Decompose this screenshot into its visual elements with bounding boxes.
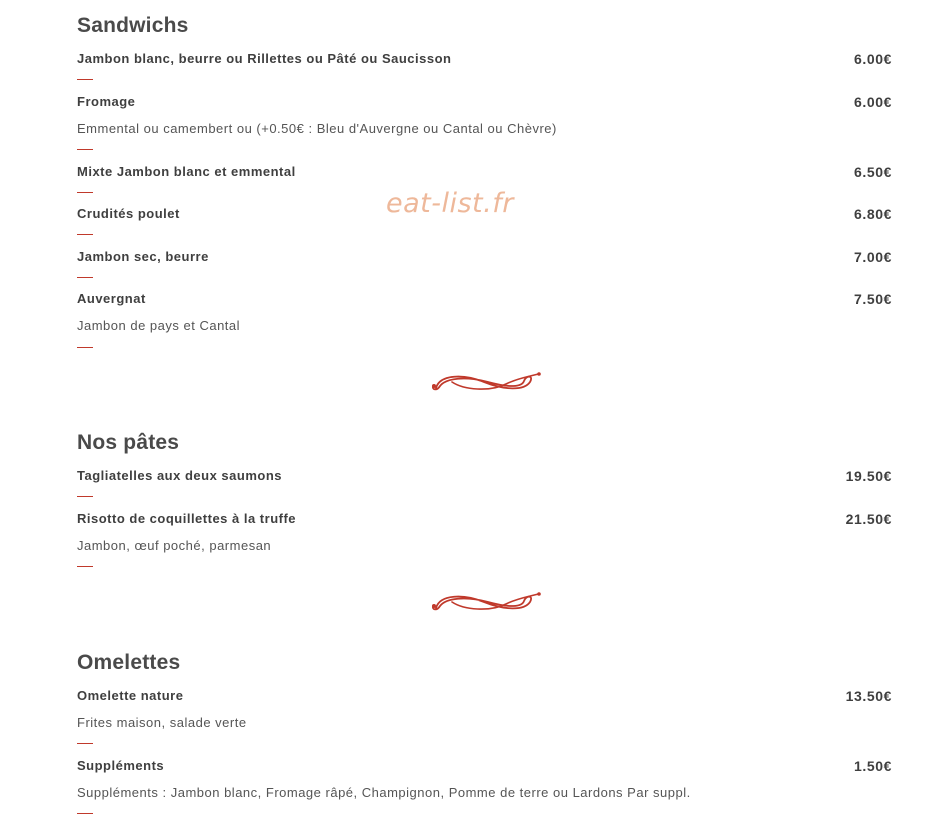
item-price: 21.50€	[845, 511, 892, 527]
section-title-sandwichs: Sandwichs	[77, 14, 189, 37]
item-price: 7.50€	[853, 291, 892, 307]
flourish-divider-icon	[430, 590, 542, 616]
item-name: Jambon blanc, beurre ou Rillettes ou Pâté ou Saucisson	[77, 51, 452, 66]
item-name: Fromage	[77, 94, 136, 109]
item-name: Mixte Jambon blanc et emmental	[77, 164, 296, 179]
item-description: Jambon de pays et Cantal	[77, 318, 241, 333]
flourish-divider-icon	[430, 370, 542, 396]
item-price: 6.80€	[853, 206, 892, 222]
item-name: Jambon sec, beurre	[77, 249, 209, 264]
item-price: 19.50€	[845, 468, 892, 484]
item-separator	[77, 743, 93, 744]
item-separator	[77, 234, 93, 235]
item-name: Tagliatelles aux deux saumons	[77, 468, 282, 483]
item-price: 1.50€	[853, 758, 892, 774]
item-price: 6.50€	[853, 164, 892, 180]
item-price: 7.00€	[853, 249, 892, 265]
item-description: Suppléments : Jambon blanc, Fromage râpé, Champignon, Pomme de terre ou Lardons Par suppl.	[77, 785, 691, 800]
item-separator	[77, 566, 93, 567]
item-name: Risotto de coquillettes à la truffe	[77, 511, 297, 526]
item-description: Jambon, œuf poché, parmesan	[77, 538, 272, 553]
item-name: Suppléments	[77, 758, 165, 773]
item-price: 6.00€	[853, 51, 892, 67]
item-name: Auvergnat	[77, 291, 146, 306]
section-title-pates: Nos pâtes	[77, 431, 180, 454]
item-separator	[77, 347, 93, 348]
item-description: Frites maison, salade verte	[77, 715, 247, 730]
watermark: eat-list.fr	[386, 188, 514, 219]
item-separator	[77, 277, 93, 278]
item-price: 6.00€	[853, 94, 892, 110]
item-name: Omelette nature	[77, 688, 184, 703]
section-title-omelettes: Omelettes	[77, 651, 181, 674]
item-separator	[77, 149, 93, 150]
item-description: Emmental ou camembert ou (+0.50€ : Bleu d'Auvergne ou Cantal ou Chèvre)	[77, 121, 557, 136]
item-separator	[77, 813, 93, 814]
item-price: 13.50€	[845, 688, 892, 704]
item-separator	[77, 496, 93, 497]
item-separator	[77, 192, 93, 193]
item-name: Crudités poulet	[77, 206, 180, 221]
item-separator	[77, 79, 93, 80]
